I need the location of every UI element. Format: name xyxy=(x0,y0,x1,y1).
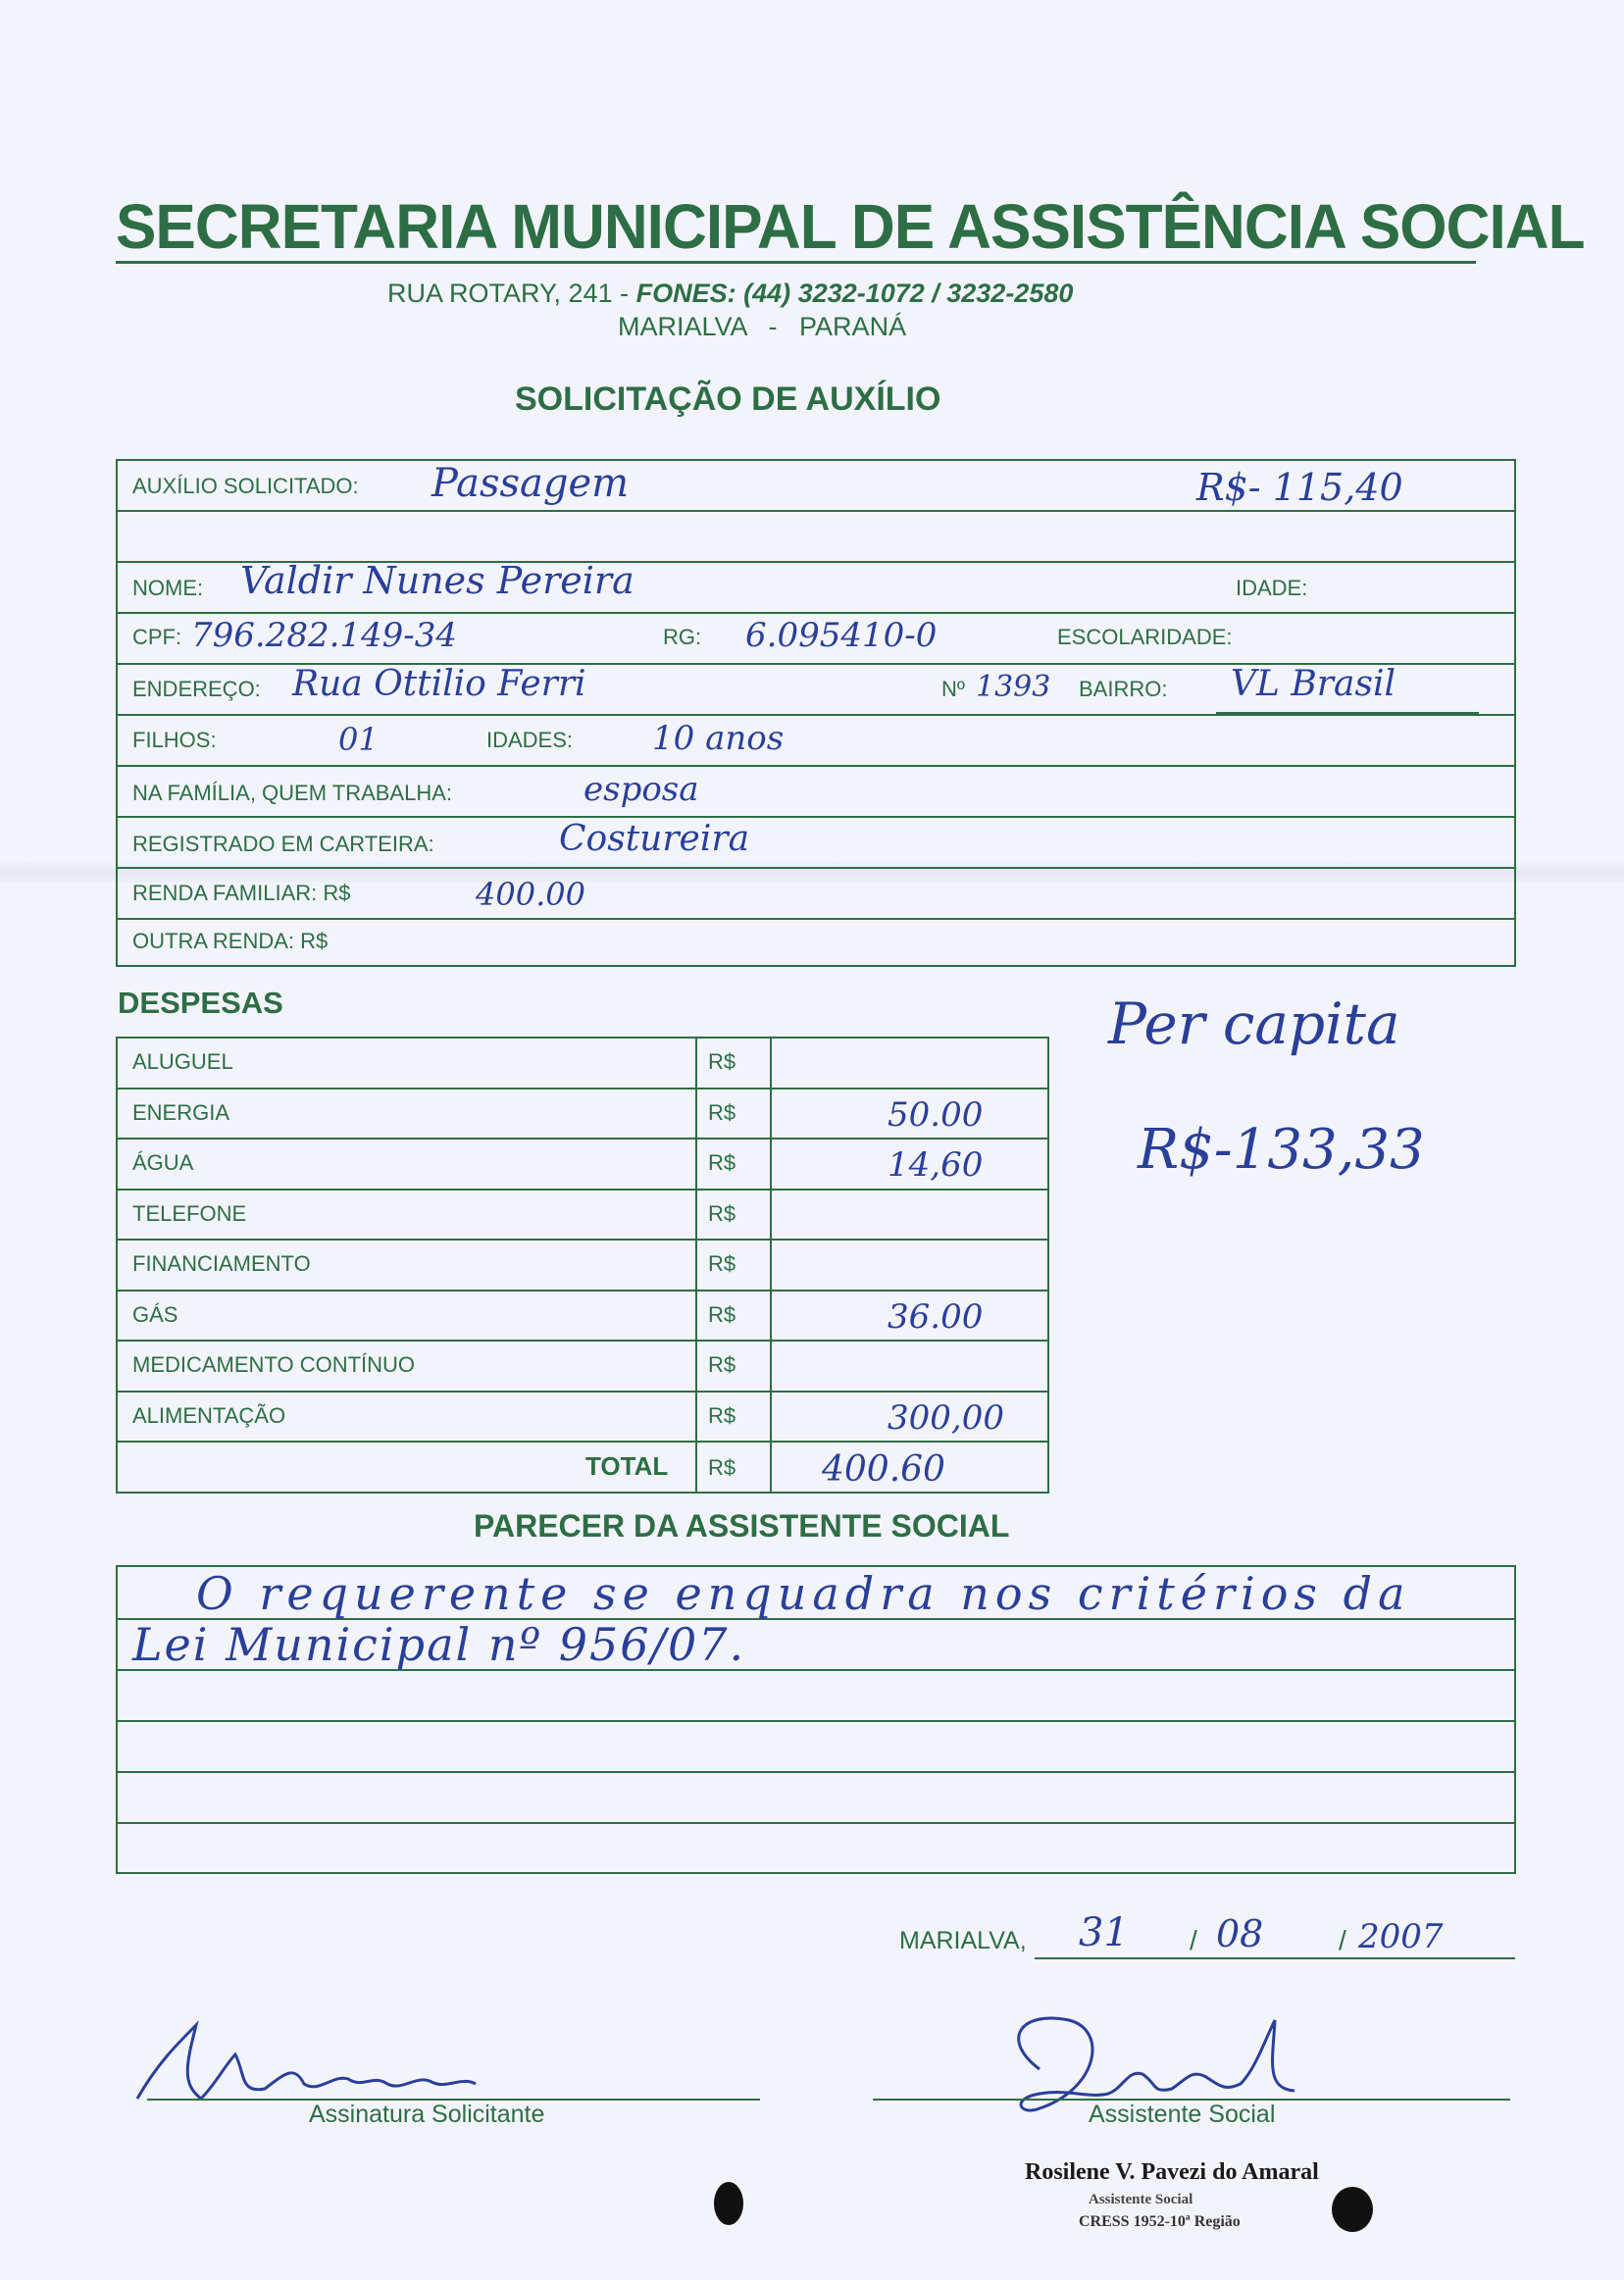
row-divider xyxy=(116,714,1516,716)
row-divider xyxy=(116,510,1516,512)
outra-renda-label: OUTRA RENDA: R$ xyxy=(132,929,329,953)
endereco-label: ENDEREÇO: xyxy=(132,677,261,701)
expense-row-divider xyxy=(116,1189,1049,1191)
expense-currency: R$ xyxy=(708,1403,736,1428)
auxilio-value: Passagem xyxy=(431,461,630,506)
rg-value: 6.095410-0 xyxy=(745,616,938,655)
form-title: SOLICITAÇÃO DE AUXÍLIO xyxy=(515,380,941,418)
applicant-label: Assinatura Solicitante xyxy=(309,2101,545,2128)
column-divider xyxy=(695,1037,697,1494)
city-label: MARIALVA, xyxy=(899,1927,1027,1954)
expense-row-divider xyxy=(116,1239,1049,1241)
expense-row-divider xyxy=(116,1391,1049,1393)
bairro-label: BAIRRO: xyxy=(1079,677,1168,701)
stamp-role: Assistente Social xyxy=(1089,2192,1193,2207)
expense-row-divider xyxy=(116,1340,1049,1342)
idades-value: 10 anos xyxy=(652,719,785,758)
expense-currency: R$ xyxy=(708,1251,736,1276)
stamp-cress: CRESS 1952-10ª Região xyxy=(1079,2213,1241,2230)
date-month: 08 xyxy=(1216,1912,1264,1955)
institution-title: SECRETARIA MUNICIPAL DE ASSISTÊNCIA SOCIAL xyxy=(116,191,1585,262)
numero-value: 1393 xyxy=(976,670,1051,704)
phone-numbers: FONES: (44) 3232-1072 / 3232-2580 xyxy=(635,279,1074,308)
expense-label: MEDICAMENTO CONTÍNUO xyxy=(132,1352,416,1377)
expense-currency: R$ xyxy=(708,1302,736,1327)
date-underline xyxy=(1035,1957,1515,1959)
expense-currency: R$ xyxy=(708,1201,736,1226)
opinion-line-1: O requerente se enquadra nos critérios da xyxy=(196,1567,1411,1620)
expense-row-divider xyxy=(116,1138,1049,1140)
row-divider xyxy=(116,918,1516,920)
date-separator: / xyxy=(1339,1925,1346,1955)
expense-row-divider xyxy=(116,1441,1049,1443)
expense-currency: R$ xyxy=(708,1150,736,1175)
bairro-underline xyxy=(1216,712,1479,714)
expense-currency: R$ xyxy=(708,1100,736,1125)
social-worker-label: Assistente Social xyxy=(1089,2101,1276,2128)
date-separator: / xyxy=(1190,1925,1197,1955)
renda-familiar-value: 400.00 xyxy=(476,876,585,913)
date-year: 2007 xyxy=(1358,1917,1444,1956)
opinion-line xyxy=(116,1822,1516,1824)
total-currency: R$ xyxy=(708,1455,736,1480)
parecer-title: PARECER DA ASSISTENTE SOCIAL xyxy=(474,1508,1010,1544)
nome-value: Valdir Nunes Pereira xyxy=(240,559,634,602)
despesas-title: DESPESAS xyxy=(118,986,283,1020)
renda-familiar-label: RENDA FAMILIAR: R$ xyxy=(132,881,351,905)
total-value: 400.60 xyxy=(822,1449,945,1490)
expense-value: 36.00 xyxy=(888,1297,984,1337)
expense-value: 300,00 xyxy=(888,1398,1004,1438)
expense-currency: R$ xyxy=(708,1352,736,1377)
escolaridade-label: ESCOLARIDADE: xyxy=(1057,625,1233,649)
row-divider xyxy=(116,816,1516,818)
bairro-value: VL Brasil xyxy=(1231,664,1396,704)
per-capita-label: Per capita xyxy=(1108,990,1400,1057)
applicant-signature xyxy=(108,2005,618,2113)
cpf-value: 796.282.149-34 xyxy=(191,616,458,655)
punch-hole xyxy=(1332,2187,1373,2232)
opinion-line-2: Lei Municipal nº 956/07. xyxy=(132,1618,746,1671)
expense-currency: R$ xyxy=(708,1049,736,1074)
per-capita-value: R$-133,33 xyxy=(1138,1118,1425,1182)
expense-label: ÁGUA xyxy=(132,1150,194,1175)
registrado-value: Costureira xyxy=(559,819,750,859)
nome-label: NOME: xyxy=(132,576,204,600)
punch-hole xyxy=(714,2182,743,2225)
rg-label: RG: xyxy=(663,625,702,649)
row-divider xyxy=(116,765,1516,767)
date-day: 31 xyxy=(1079,1910,1129,1955)
filhos-label: FILHOS: xyxy=(132,728,217,752)
numero-label: Nº xyxy=(941,677,965,701)
stamp-name: Rosilene V. Pavezi do Amaral xyxy=(1025,2159,1319,2185)
total-label: TOTAL xyxy=(585,1451,669,1481)
expense-label: TELEFONE xyxy=(132,1201,247,1226)
column-divider xyxy=(770,1037,772,1494)
quem-trabalha-value: esposa xyxy=(584,770,699,809)
cpf-label: CPF: xyxy=(132,625,182,649)
expense-label: GÁS xyxy=(132,1302,178,1327)
opinion-line xyxy=(116,1720,1516,1722)
filhos-value: 01 xyxy=(338,721,379,758)
street-address: RUA ROTARY, 241 - xyxy=(387,279,636,308)
endereco-value: Rua Ottilio Ferri xyxy=(292,664,586,704)
expense-label: ENERGIA xyxy=(132,1100,230,1125)
address-line xyxy=(387,279,1073,309)
expense-value: 50.00 xyxy=(888,1095,984,1135)
idade-label: IDADE: xyxy=(1236,576,1308,600)
quem-trabalha-label: NA FAMÍLIA, QUEM TRABALHA: xyxy=(132,781,453,805)
row-divider xyxy=(116,612,1516,614)
expense-label: ALUGUEL xyxy=(132,1049,233,1074)
expense-value: 14,60 xyxy=(888,1145,984,1185)
city-state: MARIALVA - PARANÁ xyxy=(618,312,907,341)
idades-label: IDADES: xyxy=(486,728,574,752)
auxilio-label: AUXÍLIO SOLICITADO: xyxy=(132,474,359,498)
expense-label: FINANCIAMENTO xyxy=(132,1251,311,1276)
expense-row-divider xyxy=(116,1088,1049,1089)
expense-label: ALIMENTAÇÃO xyxy=(132,1403,286,1428)
opinion-line xyxy=(116,1771,1516,1773)
registrado-label: REGISTRADO EM CARTEIRA: xyxy=(132,832,434,856)
expense-row-divider xyxy=(116,1290,1049,1292)
auxilio-amount: R$- 115,40 xyxy=(1196,466,1403,509)
row-divider xyxy=(116,867,1516,869)
